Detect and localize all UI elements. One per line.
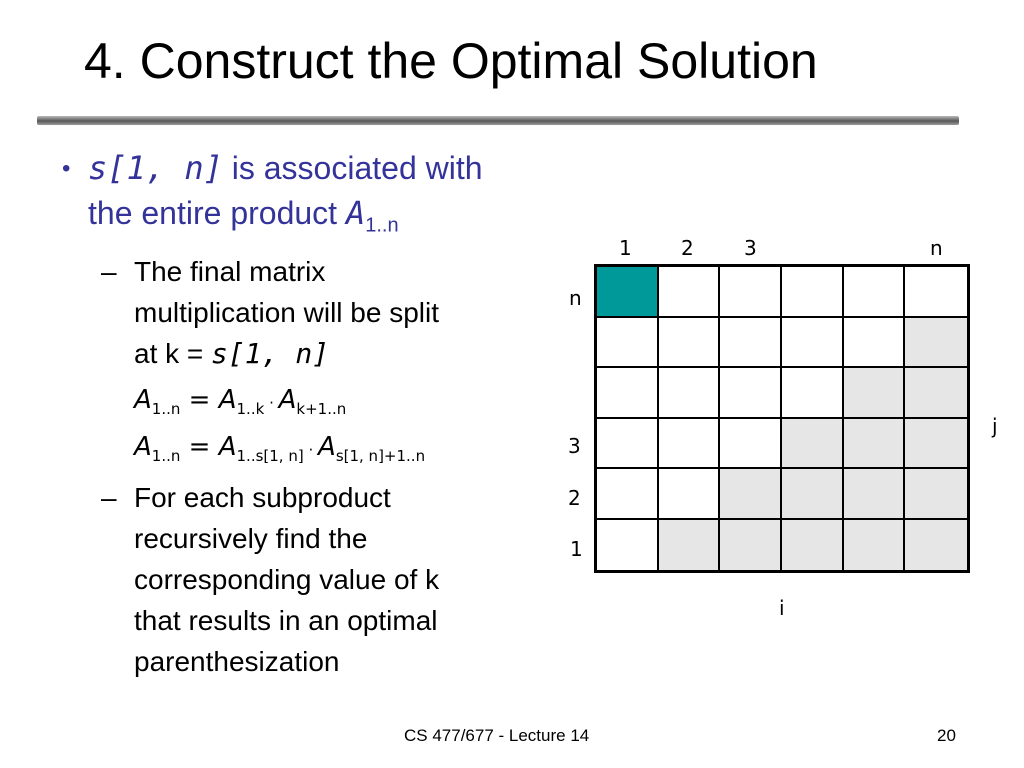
shaded-cell xyxy=(905,419,967,470)
eq2-equals: = xyxy=(180,432,219,462)
product-a: A xyxy=(345,194,366,232)
row-label-3: 3 xyxy=(568,434,581,458)
eq1-lhs: A xyxy=(134,385,152,415)
shaded-cell xyxy=(844,469,906,520)
bullet-1-line-2-text: the entire product xyxy=(88,195,346,231)
eq1-lhs-sub: 1..n xyxy=(151,400,181,419)
eq2-a: A xyxy=(218,432,237,462)
split-at-k-text: at k = xyxy=(134,338,212,369)
footer-course: CS 477/677 - Lecture 14 xyxy=(404,726,590,745)
shaded-cell xyxy=(905,520,967,571)
dp-table xyxy=(594,264,970,573)
col-label-n: n xyxy=(930,236,943,260)
table-cell xyxy=(597,419,659,470)
bullet-1-line-2 xyxy=(88,191,399,248)
shaded-cell xyxy=(720,469,782,520)
s-term: s[1, n] xyxy=(88,149,223,187)
table-cell xyxy=(720,267,782,318)
table-cell xyxy=(597,469,659,520)
table-cell xyxy=(720,368,782,419)
bullet-marker: • xyxy=(62,155,71,182)
sub-bullet-1-line-3 xyxy=(134,333,329,374)
table-cell xyxy=(659,267,721,318)
footer-page-number: 20 xyxy=(937,726,956,745)
table-cell xyxy=(844,267,906,318)
table-cell xyxy=(659,419,721,470)
row-label-n: n xyxy=(569,286,582,310)
shaded-cell xyxy=(844,419,906,470)
table-cell xyxy=(905,267,967,318)
sub-bullet-1-marker: – xyxy=(101,256,117,287)
bullet-1-line-1 xyxy=(88,146,483,191)
i-axis-label: i xyxy=(779,596,785,620)
sub-bullet-2-line-3: corresponding value of k xyxy=(134,564,440,595)
col-label-1: 1 xyxy=(619,236,632,260)
shaded-cell xyxy=(720,520,782,571)
shaded-cell xyxy=(844,520,906,571)
table-cell xyxy=(720,419,782,470)
sub-bullet-2-line-5: parenthesization xyxy=(134,646,340,677)
table-cell xyxy=(844,318,906,369)
sub-bullet-2-line-4: that results in an optimal xyxy=(134,605,438,636)
table-cell xyxy=(659,469,721,520)
eq2-a-sub: 1..s[1, n] xyxy=(236,447,304,466)
eq1-equals: = xyxy=(180,385,219,415)
table-cell xyxy=(782,267,844,318)
table-cell xyxy=(659,318,721,369)
title-divider xyxy=(37,116,959,125)
table-cell xyxy=(597,368,659,419)
table-cell xyxy=(782,368,844,419)
eq1-a-sub: 1..k xyxy=(236,400,265,419)
j-axis-label: j xyxy=(992,414,998,438)
shaded-cell xyxy=(782,520,844,571)
sub-bullet-1-line-2: multiplication will be split xyxy=(134,297,440,328)
eq2-dot: · xyxy=(303,441,319,459)
sub-bullet-2-marker: – xyxy=(101,482,117,513)
slide-title: 4. Construct the Optimal Solution xyxy=(84,33,818,89)
sub-bullet-1-line-1: The final matrix xyxy=(134,256,326,287)
eq2-lhs-sub: 1..n xyxy=(151,447,181,466)
col-label-2: 2 xyxy=(681,236,694,260)
table-cell xyxy=(597,520,659,571)
equation-2 xyxy=(134,432,425,465)
product-subscript: 1..n xyxy=(365,214,399,237)
split-s-term: s[1, n] xyxy=(211,337,330,370)
shaded-cell xyxy=(782,469,844,520)
shaded-cell xyxy=(905,368,967,419)
equation-1 xyxy=(134,385,346,418)
row-label-2: 2 xyxy=(568,486,581,510)
shaded-cell xyxy=(782,419,844,470)
eq2-lhs: A xyxy=(134,432,152,462)
col-label-3: 3 xyxy=(744,236,757,260)
table-cell xyxy=(782,318,844,369)
shaded-cell xyxy=(659,520,721,571)
row-label-1: 1 xyxy=(570,537,583,561)
shaded-cell xyxy=(844,368,906,419)
eq1-b: A xyxy=(278,385,297,415)
eq1-dot: · xyxy=(264,394,279,412)
table-cell xyxy=(720,318,782,369)
table-cell xyxy=(597,318,659,369)
eq2-b: A xyxy=(318,432,336,462)
sub-bullet-2-line-1: For each subproduct xyxy=(134,482,391,513)
eq1-a: A xyxy=(218,385,237,415)
eq1-b-sub: k+1..n xyxy=(296,400,347,419)
shaded-cell xyxy=(905,318,967,369)
eq2-b-sub: s[1, n]+1..n xyxy=(335,447,426,466)
table-cell xyxy=(659,368,721,419)
shaded-cell xyxy=(905,469,967,520)
highlighted-cell-1-n xyxy=(597,267,659,318)
bullet-1-line-1-rest: is associated with xyxy=(222,150,483,186)
sub-bullet-2-line-2: recursively find the xyxy=(134,523,368,554)
